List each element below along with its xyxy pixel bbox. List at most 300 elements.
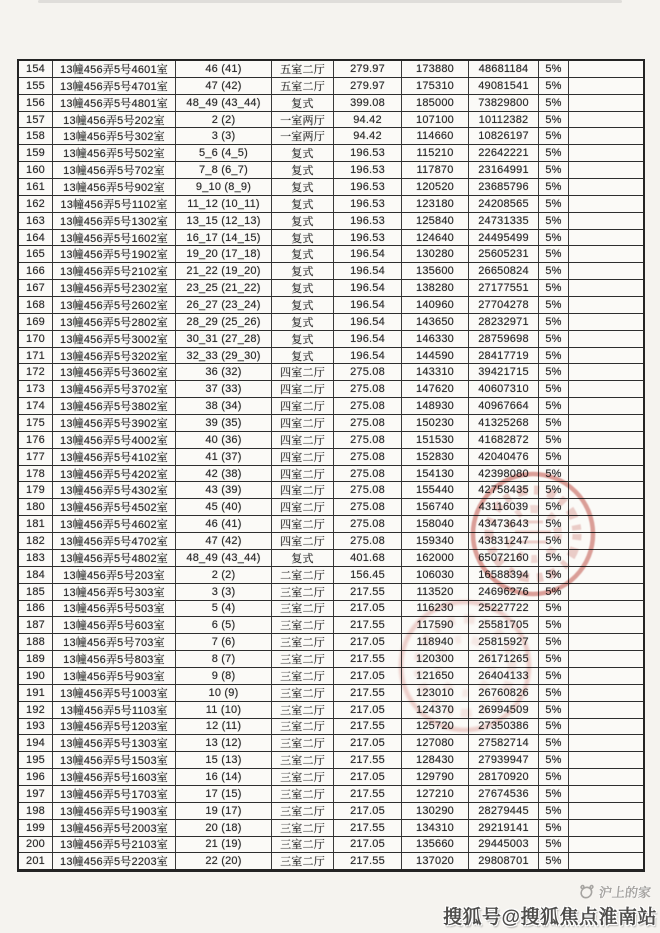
table-row — [19, 601, 643, 618]
table-row — [19, 381, 643, 398]
table-cell: 160 — [19, 162, 53, 178]
table-cell: 196.53 — [334, 162, 402, 178]
table-cell — [569, 837, 643, 853]
table-cell: 196.54 — [334, 280, 402, 296]
table-cell: 5% — [539, 246, 569, 262]
table-row — [19, 297, 643, 314]
table-cell: 49081541 — [469, 78, 539, 94]
table-cell: 147620 — [402, 381, 469, 397]
table-cell: 43473643 — [469, 516, 539, 532]
table-cell: 43116039 — [469, 499, 539, 515]
table-cell: 5% — [539, 348, 569, 364]
table-cell: 94.42 — [334, 128, 402, 144]
table-cell: 28_29 (25_26) — [176, 314, 272, 330]
table-cell: 五室二厅 — [272, 61, 334, 77]
table-cell: 184 — [19, 567, 53, 583]
table-cell: 13幢456弄5号4801室 — [53, 95, 176, 111]
table-cell: 26171265 — [469, 651, 539, 667]
table-cell: 三室二厅 — [272, 786, 334, 802]
table-cell: 173880 — [402, 61, 469, 77]
table-cell: 28279445 — [469, 803, 539, 819]
watermark-logo-row — [442, 882, 652, 901]
table-cell: 399.08 — [334, 95, 402, 111]
table-cell: 四室二厅 — [272, 432, 334, 448]
table-cell: 5% — [539, 499, 569, 515]
table-cell: 13幢456弄5号4302室 — [53, 482, 176, 498]
table-cell: 24208565 — [469, 196, 539, 212]
table-cell — [569, 702, 643, 718]
table-cell: 13幢456弄5号4002室 — [53, 432, 176, 448]
table-row — [19, 702, 643, 719]
table-cell: 275.08 — [334, 398, 402, 414]
table-cell: 5% — [539, 719, 569, 735]
table-cell: 48681184 — [469, 61, 539, 77]
table-cell: 40607310 — [469, 381, 539, 397]
table-cell: 26760826 — [469, 685, 539, 701]
table-row — [19, 331, 643, 348]
table-cell: 25815927 — [469, 634, 539, 650]
table-cell: 39421715 — [469, 364, 539, 380]
table-cell — [569, 246, 643, 262]
table-cell: 9 (8) — [176, 668, 272, 684]
table-cell: 13幢456弄5号1003室 — [53, 685, 176, 701]
table-row — [19, 567, 643, 584]
table-cell: 199 — [19, 820, 53, 836]
table-cell: 174 — [19, 398, 53, 414]
table-cell: 13幢456弄5号4702室 — [53, 533, 176, 549]
table-cell — [569, 499, 643, 515]
table-cell: 179 — [19, 482, 53, 498]
table-row — [19, 482, 643, 499]
table-cell: 13幢456弄5号503室 — [53, 601, 176, 617]
table-cell: 四室二厅 — [272, 466, 334, 482]
table-cell: 154 — [19, 61, 53, 77]
table-cell: 13幢456弄5号2103室 — [53, 837, 176, 853]
table-cell: 5% — [539, 381, 569, 397]
table-row — [19, 651, 643, 668]
table-cell: 26994509 — [469, 702, 539, 718]
table-cell: 三室二厅 — [272, 803, 334, 819]
table-cell — [569, 820, 643, 836]
table-cell: 176 — [19, 432, 53, 448]
table-cell: 13幢456弄5号703室 — [53, 634, 176, 650]
table-cell: 5% — [539, 162, 569, 178]
table-cell: 24696276 — [469, 584, 539, 600]
table-row — [19, 533, 643, 550]
table-cell: 39 (35) — [176, 415, 272, 431]
table-cell: 134310 — [402, 820, 469, 836]
table-cell — [569, 668, 643, 684]
table-cell: 复式 — [272, 280, 334, 296]
table-cell: 157 — [19, 112, 53, 128]
table-cell: 5% — [539, 297, 569, 313]
table-cell: 217.55 — [334, 617, 402, 633]
table-cell: 复式 — [272, 179, 334, 195]
table-cell: 275.08 — [334, 466, 402, 482]
table-cell: 5% — [539, 837, 569, 853]
table-cell: 5% — [539, 601, 569, 617]
table-cell: 189 — [19, 651, 53, 667]
table-cell: 217.05 — [334, 601, 402, 617]
table-cell: 186 — [19, 601, 53, 617]
table-cell: 140960 — [402, 297, 469, 313]
table-cell: 5% — [539, 533, 569, 549]
table-cell: 13幢456弄5号4601室 — [53, 61, 176, 77]
table-row — [19, 145, 643, 162]
table-cell: 5% — [539, 128, 569, 144]
table-cell: 42040476 — [469, 449, 539, 465]
table-row — [19, 837, 643, 854]
table-cell: 42 (38) — [176, 466, 272, 482]
table-cell: 198 — [19, 803, 53, 819]
table-cell: 30_31 (27_28) — [176, 331, 272, 347]
table-row — [19, 449, 643, 466]
table-cell: 5% — [539, 617, 569, 633]
table-cell: 128430 — [402, 752, 469, 768]
table-cell: 5% — [539, 61, 569, 77]
table-cell: 130280 — [402, 246, 469, 262]
table-cell: 65072160 — [469, 550, 539, 566]
table-cell: 13幢456弄5号902室 — [53, 179, 176, 195]
table-row — [19, 128, 643, 145]
table-cell — [569, 617, 643, 633]
table-cell: 178 — [19, 466, 53, 482]
table-cell: 42398080 — [469, 466, 539, 482]
table-cell: 10 (9) — [176, 685, 272, 701]
table-cell: 162 — [19, 196, 53, 212]
table-cell: 13幢456弄5号2003室 — [53, 820, 176, 836]
table-cell: 13幢456弄5号2102室 — [53, 263, 176, 279]
table-row — [19, 617, 643, 634]
table-cell: 5% — [539, 786, 569, 802]
table-cell — [569, 786, 643, 802]
table-cell: 13 (12) — [176, 735, 272, 751]
table-cell: 13幢456弄5号803室 — [53, 651, 176, 667]
table-cell: 143310 — [402, 364, 469, 380]
table-cell — [569, 752, 643, 768]
table-cell: 13幢456弄5号3002室 — [53, 331, 176, 347]
table-cell: 175310 — [402, 78, 469, 94]
table-cell: 188 — [19, 634, 53, 650]
table-cell — [569, 719, 643, 735]
table-row — [19, 466, 643, 483]
table-cell: 12 (11) — [176, 719, 272, 735]
table-row — [19, 61, 643, 78]
table-cell: 四室二厅 — [272, 381, 334, 397]
table-cell: 11_12 (10_11) — [176, 196, 272, 212]
table-cell: 5% — [539, 449, 569, 465]
table-cell: 193 — [19, 719, 53, 735]
table-cell: 275.08 — [334, 533, 402, 549]
table-cell: 196.53 — [334, 196, 402, 212]
table-cell: 13幢456弄5号2602室 — [53, 297, 176, 313]
table-cell — [569, 516, 643, 532]
table-cell: 复式 — [272, 196, 334, 212]
table-cell: 2 (2) — [176, 112, 272, 128]
table-row — [19, 668, 643, 685]
table-cell: 117870 — [402, 162, 469, 178]
table-cell: 94.42 — [334, 112, 402, 128]
table-cell: 155 — [19, 78, 53, 94]
table-cell: 27704278 — [469, 297, 539, 313]
table-cell — [569, 112, 643, 128]
table-cell: 复式 — [272, 297, 334, 313]
table-cell: 173 — [19, 381, 53, 397]
table-cell: 5% — [539, 112, 569, 128]
table-cell: 114660 — [402, 128, 469, 144]
table-cell: 一室两厅 — [272, 128, 334, 144]
table-cell: 三室二厅 — [272, 735, 334, 751]
table-cell: 116230 — [402, 601, 469, 617]
table-cell: 135660 — [402, 837, 469, 853]
table-cell — [569, 533, 643, 549]
table-cell: 125720 — [402, 719, 469, 735]
table-cell: 五室二厅 — [272, 78, 334, 94]
table-row — [19, 112, 643, 129]
table-cell: 29445003 — [469, 837, 539, 853]
table-cell: 26650824 — [469, 263, 539, 279]
table-cell: 113520 — [402, 584, 469, 600]
table-cell: 5% — [539, 145, 569, 161]
table-cell: 13幢456弄5号1902室 — [53, 246, 176, 262]
table-cell: 28417719 — [469, 348, 539, 364]
table-cell: 复式 — [272, 230, 334, 246]
table-cell: 217.05 — [334, 769, 402, 785]
table-cell: 复式 — [272, 550, 334, 566]
table-cell: 182 — [19, 533, 53, 549]
table-cell: 217.55 — [334, 820, 402, 836]
table-cell: 5% — [539, 567, 569, 583]
table-cell: 41 (37) — [176, 449, 272, 465]
table-cell: 28759698 — [469, 331, 539, 347]
table-cell — [569, 263, 643, 279]
table-row — [19, 246, 643, 263]
table-cell: 三室二厅 — [272, 634, 334, 650]
table-cell: 一室两厅 — [272, 112, 334, 128]
table-cell: 168 — [19, 297, 53, 313]
table-cell: 13幢456弄5号202室 — [53, 112, 176, 128]
table-cell: 190 — [19, 668, 53, 684]
table-cell: 158040 — [402, 516, 469, 532]
table-cell: 三室二厅 — [272, 617, 334, 633]
table-row — [19, 432, 643, 449]
table-cell — [569, 78, 643, 94]
table-cell: 275.08 — [334, 482, 402, 498]
table-cell: 187 — [19, 617, 53, 633]
table-row — [19, 550, 643, 567]
table-cell: 13幢456弄5号4602室 — [53, 516, 176, 532]
table-cell: 217.05 — [334, 837, 402, 853]
table-cell: 13幢456弄5号1102室 — [53, 196, 176, 212]
table-cell: 162000 — [402, 550, 469, 566]
table-cell: 48_49 (43_44) — [176, 550, 272, 566]
table-row — [19, 499, 643, 516]
table-cell: 16588394 — [469, 567, 539, 583]
table-cell: 复式 — [272, 246, 334, 262]
table-row — [19, 769, 643, 786]
table-cell: 196.53 — [334, 213, 402, 229]
table-cell: 5% — [539, 769, 569, 785]
table-cell — [569, 853, 643, 869]
table-cell: 13幢456弄5号4102室 — [53, 449, 176, 465]
table-cell: 5% — [539, 550, 569, 566]
table-cell: 13幢456弄5号1703室 — [53, 786, 176, 802]
table-cell: 5% — [539, 213, 569, 229]
table-cell: 13幢456弄5号302室 — [53, 128, 176, 144]
table-row — [19, 415, 643, 432]
table-cell: 13幢456弄5号4701室 — [53, 78, 176, 94]
table-cell: 217.05 — [334, 702, 402, 718]
table-cell: 40967664 — [469, 398, 539, 414]
table-cell: 三室二厅 — [272, 719, 334, 735]
table-cell: 复式 — [272, 95, 334, 111]
table-cell: 5% — [539, 651, 569, 667]
table-cell: 13幢456弄5号303室 — [53, 584, 176, 600]
table-cell: 5% — [539, 803, 569, 819]
table-cell: 181 — [19, 516, 53, 532]
table-cell: 复式 — [272, 331, 334, 347]
table-cell: 16 (14) — [176, 769, 272, 785]
table-cell: 196.54 — [334, 246, 402, 262]
table-cell: 5% — [539, 398, 569, 414]
table-cell: 161 — [19, 179, 53, 195]
table-cell: 9_10 (8_9) — [176, 179, 272, 195]
table-cell: 200 — [19, 837, 53, 853]
table-cell: 47 (42) — [176, 78, 272, 94]
table-cell: 73829800 — [469, 95, 539, 111]
table-cell — [569, 432, 643, 448]
table-cell: 27350386 — [469, 719, 539, 735]
table-cell: 143650 — [402, 314, 469, 330]
table-cell — [569, 735, 643, 751]
table-cell: 28232971 — [469, 314, 539, 330]
table-cell: 13幢456弄5号3802室 — [53, 398, 176, 414]
table-cell: 130290 — [402, 803, 469, 819]
table-cell: 192 — [19, 702, 53, 718]
table-cell: 10826197 — [469, 128, 539, 144]
table-cell: 6 (5) — [176, 617, 272, 633]
table-cell: 175 — [19, 415, 53, 431]
table-cell: 217.55 — [334, 786, 402, 802]
table-cell: 23164991 — [469, 162, 539, 178]
table-cell: 196.54 — [334, 297, 402, 313]
table-cell: 13幢456弄5号702室 — [53, 162, 176, 178]
table-cell: 120520 — [402, 179, 469, 195]
table-row — [19, 786, 643, 803]
table-cell: 185 — [19, 584, 53, 600]
table-cell: 29219141 — [469, 820, 539, 836]
table-cell — [569, 179, 643, 195]
table-cell: 13幢456弄5号3202室 — [53, 348, 176, 364]
table-cell: 26_27 (23_24) — [176, 297, 272, 313]
table-cell: 13幢456弄5号3902室 — [53, 415, 176, 431]
table-cell: 三室二厅 — [272, 837, 334, 853]
table-cell — [569, 651, 643, 667]
table-cell: 三室二厅 — [272, 601, 334, 617]
previous-row-edge — [38, 0, 622, 3]
table-cell: 5% — [539, 364, 569, 380]
table-cell: 164 — [19, 230, 53, 246]
table-row — [19, 95, 643, 112]
table-cell — [569, 145, 643, 161]
table-cell: 四室二厅 — [272, 516, 334, 532]
table-row — [19, 516, 643, 533]
table-cell: 三室二厅 — [272, 769, 334, 785]
table-row — [19, 78, 643, 95]
table-cell: 5% — [539, 78, 569, 94]
table-cell: 275.08 — [334, 364, 402, 380]
table-cell: 41682872 — [469, 432, 539, 448]
table-cell: 13幢456弄5号603室 — [53, 617, 176, 633]
table-row — [19, 196, 643, 213]
table-cell: 41325268 — [469, 415, 539, 431]
table-cell: 275.08 — [334, 516, 402, 532]
table-cell: 27177551 — [469, 280, 539, 296]
table-cell: 13幢456弄5号1602室 — [53, 230, 176, 246]
table-cell: 107100 — [402, 112, 469, 128]
table-cell: 217.05 — [334, 803, 402, 819]
table-cell: 47 (42) — [176, 533, 272, 549]
table-cell: 106030 — [402, 567, 469, 583]
table-cell: 5% — [539, 702, 569, 718]
table-cell: 151530 — [402, 432, 469, 448]
table-row — [19, 398, 643, 415]
table-row — [19, 162, 643, 179]
table-cell — [569, 398, 643, 414]
table-cell: 三室二厅 — [272, 702, 334, 718]
table-row — [19, 280, 643, 297]
table-cell: 5% — [539, 179, 569, 195]
table-cell: 19 (17) — [176, 803, 272, 819]
table-cell: 129790 — [402, 769, 469, 785]
table-cell: 177 — [19, 449, 53, 465]
table-cell: 170 — [19, 331, 53, 347]
table-cell: 180 — [19, 499, 53, 515]
table-cell: 163 — [19, 213, 53, 229]
table-cell: 19_20 (17_18) — [176, 246, 272, 262]
table-cell: 5% — [539, 331, 569, 347]
table-row — [19, 634, 643, 651]
table-cell: 三室二厅 — [272, 584, 334, 600]
table-cell: 196.54 — [334, 348, 402, 364]
table-cell: 13幢456弄5号3602室 — [53, 364, 176, 380]
table-cell: 127080 — [402, 735, 469, 751]
table-cell: 217.55 — [334, 651, 402, 667]
table-cell: 13幢456弄5号1103室 — [53, 702, 176, 718]
table-cell: 195 — [19, 752, 53, 768]
table-cell: 123180 — [402, 196, 469, 212]
table-cell: 29808701 — [469, 853, 539, 869]
table-cell — [569, 584, 643, 600]
table-cell: 三室二厅 — [272, 820, 334, 836]
table-cell: 27939947 — [469, 752, 539, 768]
table-cell: 13幢456弄5号1303室 — [53, 735, 176, 751]
table-cell: 5% — [539, 482, 569, 498]
table-cell: 25227722 — [469, 601, 539, 617]
table-cell: 5% — [539, 584, 569, 600]
table-cell: 7_8 (6_7) — [176, 162, 272, 178]
table-cell: 156740 — [402, 499, 469, 515]
table-row — [19, 853, 643, 869]
table-cell: 5% — [539, 752, 569, 768]
table-cell: 217.55 — [334, 752, 402, 768]
table-cell: 32_33 (29_30) — [176, 348, 272, 364]
table-cell: 37 (33) — [176, 381, 272, 397]
table-cell: 复式 — [272, 213, 334, 229]
table-cell: 23_25 (21_22) — [176, 280, 272, 296]
table-cell: 26404133 — [469, 668, 539, 684]
table-cell — [569, 381, 643, 397]
